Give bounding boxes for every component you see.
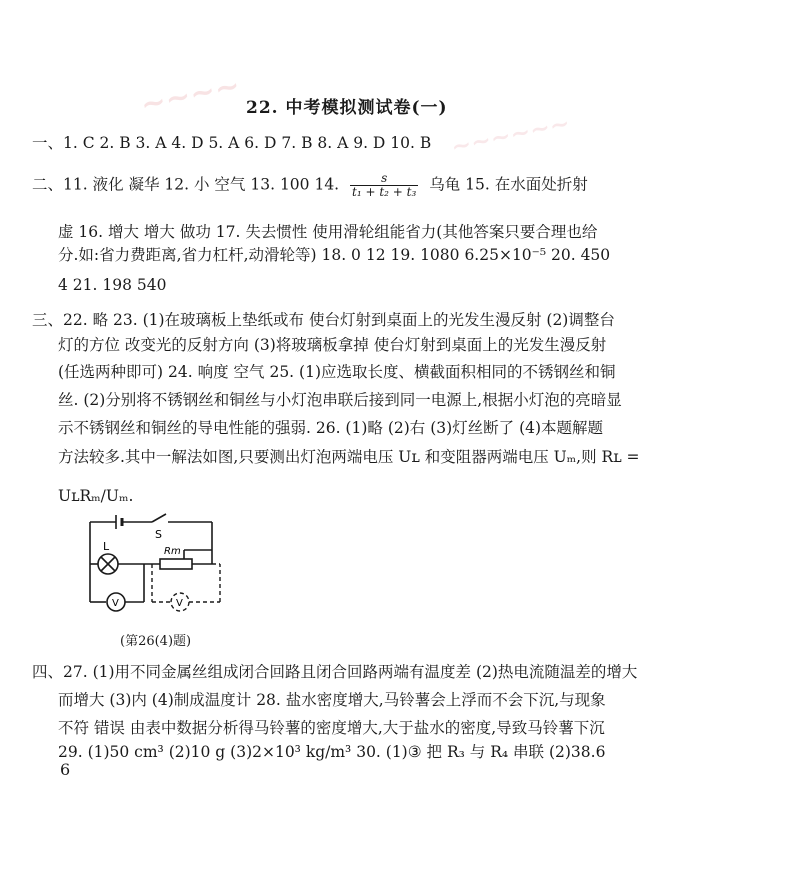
answer-line-2 xyxy=(32,172,588,199)
page-number: 6 xyxy=(60,760,71,779)
answer-line-15: 不符 错误 由表中数据分析得马铃薯的密度增大,大于盐水的密度,导致马铃薯下沉 xyxy=(58,719,605,737)
fraction xyxy=(350,172,418,199)
answer-line-2-part-a: 二、11. 液化 凝华 12. 小 空气 13. 100 14. xyxy=(32,175,340,194)
page-title: 22. 中考模拟测试卷(一) xyxy=(246,98,448,118)
rheostat-label: Rm xyxy=(164,546,181,557)
voltmeter-1-label: V xyxy=(112,598,119,609)
answer-line-16: 29. (1)50 cm³ (2)10 g (3)2×10³ kg/m³ 30. (1)③ 把 R₃ 与 R₄ 串联 (2)38.6 xyxy=(58,743,606,761)
answer-line-14: 而增大 (3)内 (4)制成温度计 28. 盐水密度增大,马铃薯会上浮而不会下沉,与现象 xyxy=(58,691,606,709)
answer-line-8: (任选两种即可) 24. 响度 空气 25. (1)应选取长度、横截面积相同的不锈钢丝和铜 xyxy=(58,363,616,381)
answer-line-11: 方法较多.其中一解法如图,只要测出灯泡两端电压 Uʟ 和变阻器两端电压 Uₘ,则 Rʟ = xyxy=(58,448,640,466)
answer-line-13: 四、27. (1)用不同金属丝组成闭合回路且闭合回路两端有温度差 (2)热电流随温差的增大 xyxy=(32,663,638,681)
circuit-diagram xyxy=(80,510,240,625)
voltmeter-2-label: V xyxy=(176,598,183,609)
fraction-denominator: t₁ + t₂ + t₃ xyxy=(352,185,417,199)
answer-line-6: 三、22. 略 23. (1)在玻璃板上垫纸或布 使台灯射到桌面上的光发生漫反射 (2)调整台 xyxy=(32,311,615,329)
answer-line-12: UʟRₘ/Uₘ. xyxy=(58,487,134,505)
answer-line-7: 灯的方位 改变光的反射方向 (3)将玻璃板拿掉 使台灯射到桌面上的光发生漫反射 xyxy=(58,336,607,354)
watermark: ~~~~ xyxy=(137,67,244,124)
answer-line-4: 分.如:省力费距离,省力杠杆,动滑轮等) 18. 0 12 19. 1080 6.25×10⁻⁵ 20. 450 xyxy=(58,246,611,264)
answer-line-2-part-b: 乌龟 15. 在水面处折射 xyxy=(429,175,588,194)
lamp-label: L xyxy=(103,540,110,553)
answer-line-10: 示不锈钢丝和铜丝的导电性能的强弱. 26. (1)略 (2)右 (3)灯丝断了 (4)本题解题 xyxy=(58,419,604,437)
answer-line-1: 一、1. C 2. B 3. A 4. D 5. A 6. D 7. B 8. A 9. D 10. B xyxy=(32,134,432,152)
figure-caption: (第26(4)题) xyxy=(120,634,192,649)
answer-line-5: 4 21. 198 540 xyxy=(58,276,167,294)
answer-line-9: 丝. (2)分别将不锈钢丝和铜丝与小灯泡串联后接到同一电源上,根据小灯泡的亮暗显 xyxy=(58,391,622,409)
fraction-numerator: s xyxy=(381,171,388,185)
watermark: ~~~~~~ xyxy=(448,107,573,162)
answer-line-3: 虚 16. 增大 增大 做功 17. 失去惯性 使用滑轮组能省力(其他答案只要合理也给 xyxy=(58,223,598,241)
switch-label: S xyxy=(155,528,162,541)
